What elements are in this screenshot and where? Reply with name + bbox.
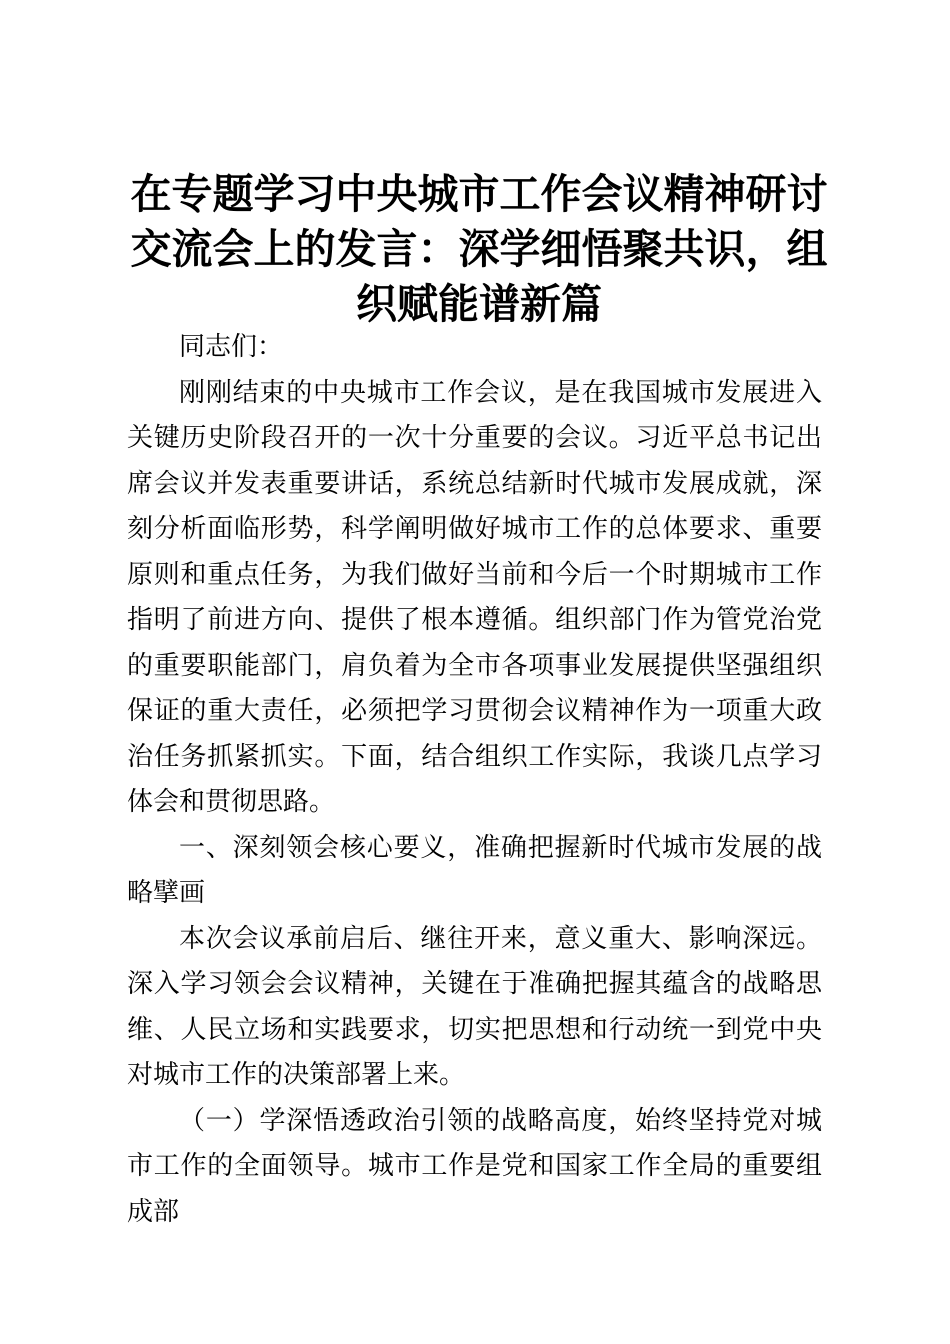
document-title: 在专题学习中央城市工作会议精神研讨交流会上的发言：深学细悟聚共识，组织赋能谱新篇	[130, 170, 828, 328]
document-body	[127, 325, 822, 1235]
intro-paragraph: 刚刚结束的中央城市工作会议，是在我国城市发展进入关键历史阶段召开的一次十分重要的会议。习近平总书记出席会议并发表重要讲话，系统总结新时代城市发展成就，深刻分析面临形势，科学阐明做好城市工作的总体要求、重要原则和重点任务，为我们做好当前和今后一个时期城市工作指明了前进方向、提供了根本遵循。组织部门作为管党治党的重要职能部门，肩负着为全市各项事业发展提供坚强组织保证的重大责任，必须把学习贯彻会议精神作为一项重大政治任务抓紧抓实。下面，结合组织工作实际，我谈几点学习体会和贯彻思路。	[127, 377, 822, 817]
section-1-paragraph: 本次会议承前启后、继往开来，意义重大、影响深远。深入学习领会会议精神，关键在于准确把握其蕴含的战略思维、人民立场和实践要求，切实把思想和行动统一到党中央对城市工作的决策部署上来。	[127, 923, 822, 1090]
subsection-1-paragraph: （一）学深悟透政治引领的战略高度，始终坚持党对城市工作的全面领导。城市工作是党和国家工作全局的重要组成部	[127, 1105, 822, 1227]
section-heading-1: 一、深刻领会核心要义，准确把握新时代城市发展的战略擘画	[127, 832, 822, 908]
salutation: 同志们：	[179, 332, 284, 362]
